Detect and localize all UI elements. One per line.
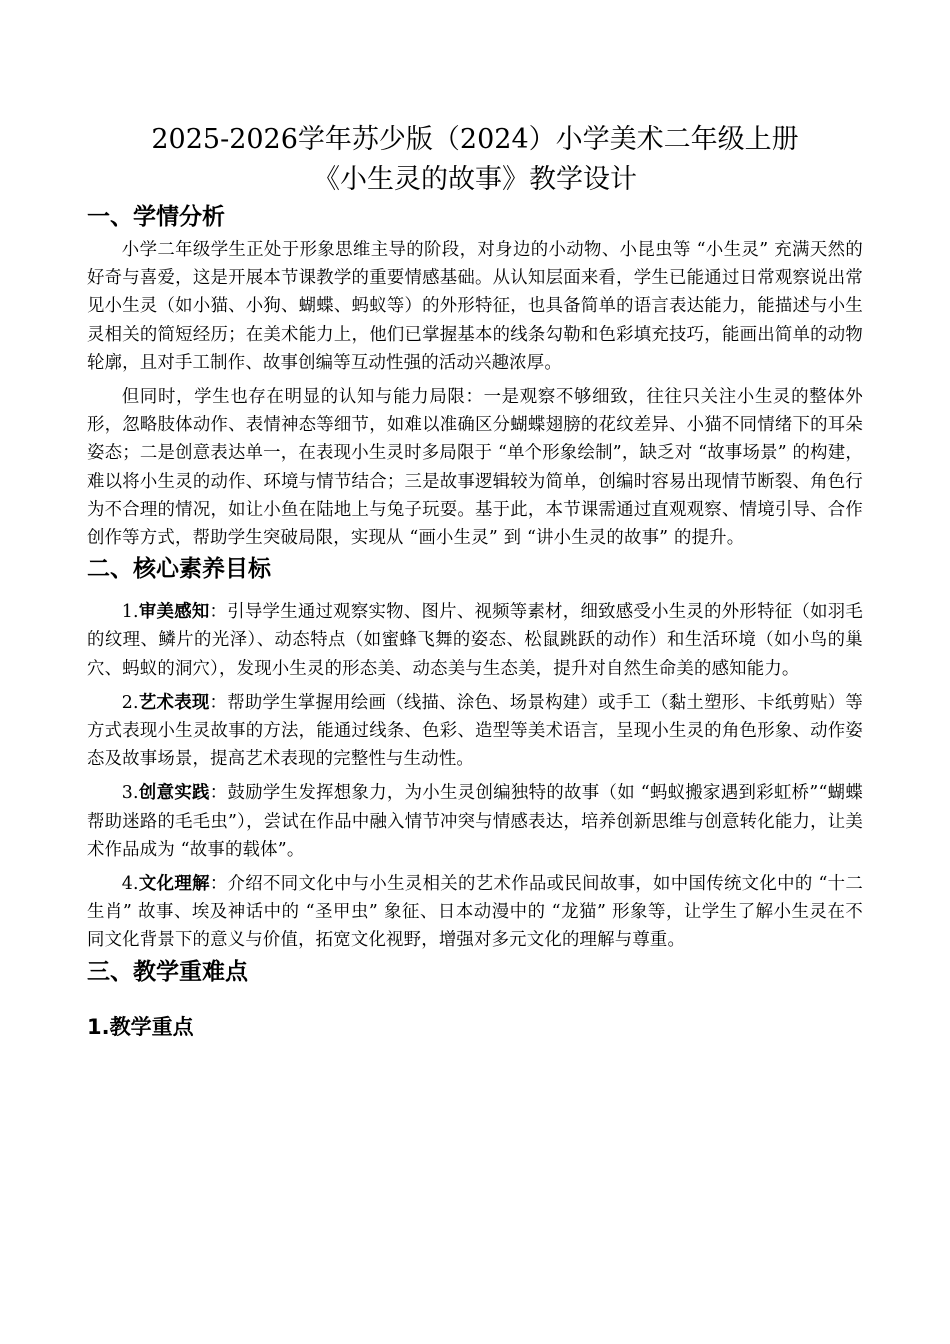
learner-analysis-paragraph-1: 小学二年级学生正处于形象思维主导的阶段，对身边的小动物、小昆虫等 “小生灵” 充满天然的好奇与喜爱，这是开展本节课教学的重要情感基础。从认知层面来看，学生已能通过日常观察说出常见小生灵（如小猫、小狗、蝴蝶、蚂蚁等）的外形特征，也具备简单的语言表达能力，能描述与小生灵相关的简短经历；在美术能力上，他们已掌握基本的线条勾勒和色彩填充技巧，能画出简单的动物轮廓，且对手工制作、故事创编等互动性强的活动兴趣浓厚。 [87, 240, 863, 373]
goal-colon: ： [209, 783, 228, 804]
goal-text: 帮助学生掌握用绘画（线描、涂色、场景构建）或手工（黏土塑形、卡纸剪贴）等方式表现小生灵故事的方法，能通过线条、色彩、造型等美术语言，呈现小生灵的角色形象、动作姿态及故事场景，提高艺术表现的完整性与生动性。 [87, 692, 863, 770]
goal-term: 艺术表现 [138, 692, 210, 713]
learner-analysis-paragraph-2: 但同时，学生也存在明显的认知与能力局限：一是观察不够细致，往往只关注小生灵的整体外形，忽略肢体动作、表情神态等细节，如难以准确区分蝴蝶翅膀的花纹差异、小猫不同情绪下的耳朵姿态；二是创意表达单一，在表现小生灵时多局限于 “单个形象绘制”，缺乏对 “故事场景” 的构建，难以将小生灵的动作、环境与情节结合；三是故事逻辑较为简单，创编时容易出现情节断裂、角色行为不合理的情况，如让小鱼在陆地上与兔子玩耍。基于此，本节课需通过直观观察、情境引导、合作创作等方式，帮助学生突破局限，实现从 “画小生灵” 到 “讲小生灵的故事” 的提升。 [87, 387, 863, 549]
goal-text: 介绍不同文化中与小生灵相关的艺术作品或民间故事，如中国传统文化中的 “十二生肖” 故事、埃及神话中的 “圣甲虫” 象征、日本动漫中的 “龙猫” 形象等，让学生了解小生灵在不同文化背景下的意义与价值，拓宽文化视野，增强对多元文化的理解与尊重。 [87, 874, 863, 951]
goal-artistic-expression [87, 689, 863, 774]
goal-term: 审美感知 [138, 602, 210, 623]
goal-number: 3. [121, 783, 139, 804]
goal-term: 文化理解 [138, 874, 210, 895]
goal-text: 鼓励学生发挥想象力，为小生灵创编独特的故事（如 “蚂蚁搬家遇到彩虹桥”“蝴蝶帮助迷路的毛毛虫”），尝试在作品中融入情节冲突与情感表达，培养创新思维与创意转化能力，让美术作品成为 “故事的载体”。 [87, 783, 863, 860]
document-page [87, 120, 863, 1043]
section-heading-key-difficulties: 三、教学重难点 [87, 958, 248, 985]
goal-number: 1. [121, 602, 139, 623]
document-title [87, 120, 863, 200]
goal-number: 2. [121, 692, 139, 713]
goal-colon: ： [209, 874, 228, 895]
title-line-2: 《小生灵的故事》教学设计 [313, 164, 637, 195]
goal-text: 引导学生通过观察实物、图片、视频等素材，细致感受小生灵的外形特征（如羽毛的纹理、鳞片的光泽）、动态特点（如蜜蜂飞舞的姿态、松鼠跳跃的动作）和生活环境（如小鸟的巢穴、蚂蚁的洞穴），发现小生灵的形态美、动态美与生态美，提升对自然生命美的感知能力。 [87, 602, 863, 679]
section-heading-core-goals: 二、核心素养目标 [87, 556, 271, 583]
title-line-1: 2025-2026学年苏少版（2024）小学美术二年级上册 [151, 124, 799, 155]
subheading-teaching-focus: 1.教学重点 [87, 1014, 194, 1039]
goal-creative-practice [87, 779, 863, 864]
goal-colon: ： [209, 692, 228, 713]
section-heading-learner-analysis: 一、学情分析 [87, 204, 225, 230]
goal-term: 创意实践 [138, 783, 210, 804]
goal-aesthetic-perception [87, 598, 863, 683]
goal-colon: ： [209, 602, 228, 623]
goal-cultural-understanding [87, 870, 863, 955]
goal-number: 4. [121, 874, 139, 895]
